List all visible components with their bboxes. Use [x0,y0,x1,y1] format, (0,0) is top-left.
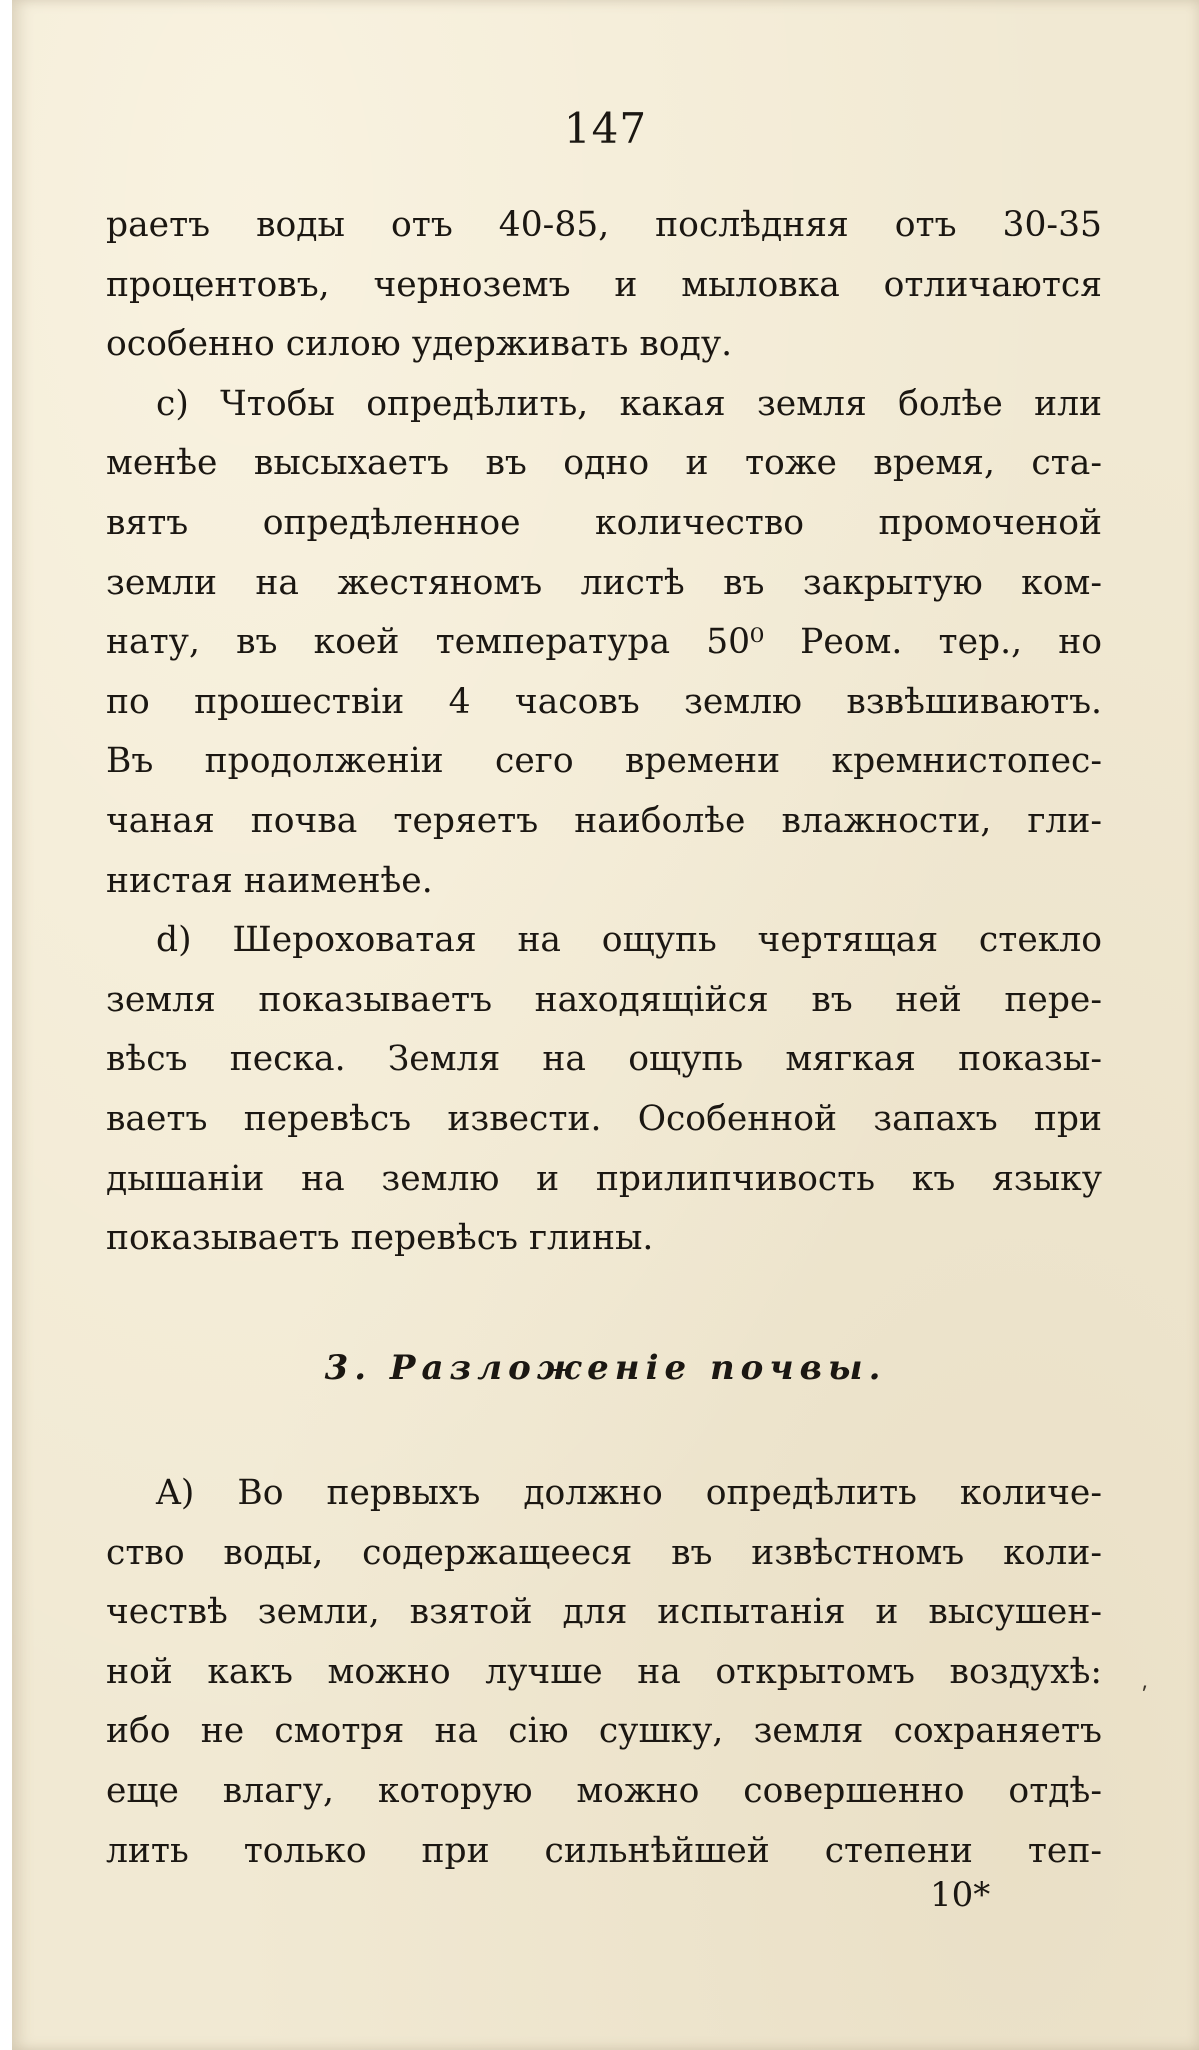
text-line: нату, въ коей температура 50⁰ Реом. тер., но [106,622,1102,663]
text-block-lower [106,1464,1102,1881]
book-page [12,0,1199,2050]
ink-speck-icon: ⸴ [1142,1672,1148,1697]
text-line: особенно силою удерживать воду. [106,324,733,365]
text-line: A) Во первыхъ должно опредѣлить количе- [156,1473,1102,1513]
text-line: земли на жестяномъ листѣ въ закрытую ком- [106,562,1102,603]
text-line: лить только при сильнѣйшей степени теп- [106,1830,1102,1871]
text-line: вятъ опредѣленное количество промоченой [106,502,1102,543]
text-line: показываетъ перевѣсъ глины. [106,1218,654,1259]
text-line: чествѣ земли, взятой для испытанія и высушен- [106,1592,1102,1633]
section-heading: 3. Разложеніе почвы. [324,1348,887,1388]
text-line: по прошествіи 4 часовъ землю взвѣшиваютъ. [106,681,1102,722]
text-line: чаная почва теряетъ наиболѣе влажности, гли- [106,800,1102,841]
text-line: нистая наименѣе. [106,860,433,901]
text-line: процентовъ, черноземъ и мыловка отличаются [106,264,1102,305]
text-line: ной какъ можно лучше на открытомъ воздухѣ: [106,1651,1102,1692]
text-line: ибо не смотря на сію сушку, земля сохраняетъ [106,1711,1102,1752]
text-line: раетъ воды отъ 40-85, послѣдняя отъ 30-35 [106,205,1102,245]
text-line: вѣсъ песка. Земля на ощупь мягкая показы- [106,1039,1102,1080]
text-line: земля показываетъ находящійся въ ней пере- [106,979,1102,1020]
text-line: c) Чтобы опредѣлить, какая земля болѣе или [156,383,1102,424]
text-block-upper [106,196,1102,1269]
page-number: 147 [563,104,648,153]
text-line: менѣе высыхаетъ въ одно и тоже время, ста- [106,443,1102,484]
text-line: ство воды, содержащееся въ извѣстномъ коли- [106,1532,1102,1573]
printer-signature-mark: 10* [930,1875,991,1915]
text-line: еще влагу, которую можно совершенно отдѣ- [106,1770,1102,1811]
text-line: ваетъ перевѣсъ извести. Особенной запахъ при [106,1098,1102,1139]
text-line: Въ продолженіи сего времени кремнистопес- [106,741,1102,782]
text-line: d) Шероховатая на ощупь чертящая стекло [156,920,1102,961]
text-line: дышаніи на землю и прилипчивость къ языку [106,1158,1102,1199]
